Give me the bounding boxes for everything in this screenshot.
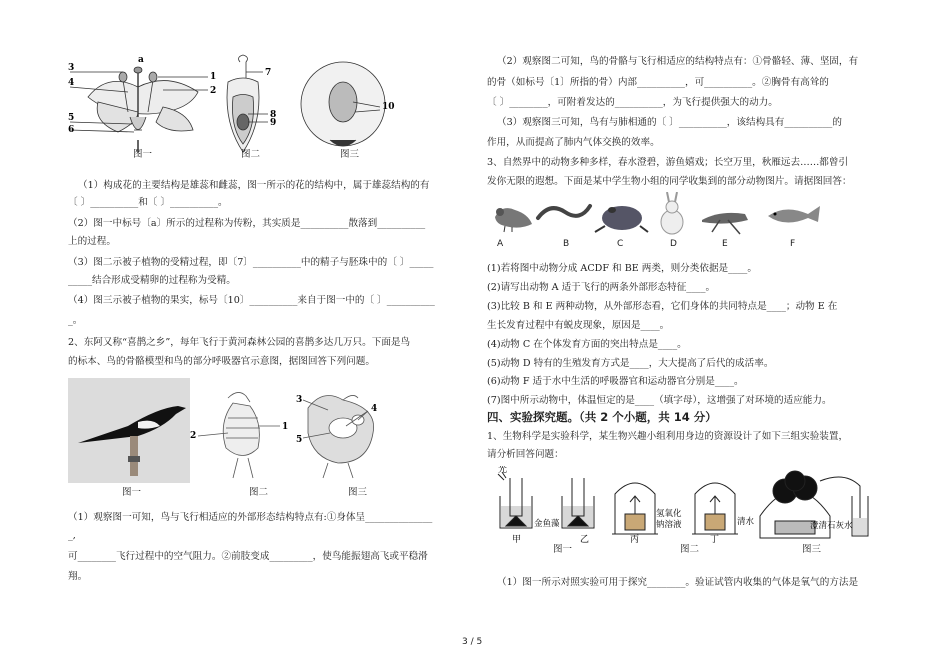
bird-label-5: 5 (296, 435, 303, 445)
flower-label-a: a (138, 55, 144, 65)
fig2-caption-3: 图三 (348, 487, 368, 498)
exp-label-jia: 甲 (512, 535, 522, 545)
fig2-caption-2: 图二 (249, 487, 269, 498)
exp-label-yi: 乙 (580, 535, 590, 545)
exp-label-water: 清水 (737, 517, 755, 527)
q2-1-line4: 翔。 (68, 571, 88, 582)
q2-1-line3: 可________飞行过程中的空气阻力。②前肢变成_________，使鸟能振翅高飞或平稳滑 (68, 551, 428, 562)
bird-label-4: 4 (371, 404, 378, 414)
exp-caption-1: 图一 (553, 544, 573, 555)
page-number: 3 / 5 (462, 637, 483, 647)
bird-label-3: 3 (296, 395, 303, 405)
animal-pictures (490, 192, 830, 248)
q3-5: (5)动物 D 特有的生殖发育方式是____，大大提高了后代的成活率。 (487, 358, 774, 369)
q1-3-line1: （3）图二示被子植物的受精过程，即〔7〕__________中的精子与胚珠中的〔 〕_____ (68, 257, 434, 268)
ovule-label-8: 8 (270, 110, 277, 120)
flower-figures (68, 52, 398, 164)
animal-row (490, 192, 830, 248)
q3-4: (4)动物 C 在个体发育方面的突出特点是____。 (487, 339, 687, 350)
fig1-caption-1: 图一 (133, 149, 153, 160)
exp-label-jinyuzao: 金鱼藻 (534, 519, 560, 529)
animal-label-d: D (670, 239, 677, 249)
q2-1-line2: _, (68, 530, 76, 541)
exp-label-naoh: 氢氧化 (656, 509, 682, 519)
q1-1-line1: （1）构成花的主要结构是雄蕊和雌蕊，图一所示的花的结构中，属于雄蕊结构的有 (78, 180, 430, 191)
flower-label-4: 4 (68, 78, 75, 88)
q2-2-line3: 〔 〕________，可附着发达的__________，为飞行提供强大的动力。 (487, 97, 778, 108)
bird-skeleton (198, 392, 280, 478)
q4-intro-line2: 请分析回答问题： (487, 449, 564, 460)
q3-2: (2)请写出动物 A 适于飞行的两条外部形态特征____。 (487, 282, 716, 293)
experiment-figures (490, 466, 890, 546)
q1-1-line2: 〔 〕__________和〔 〕__________。 (68, 197, 228, 208)
exp-label-bing: 丙 (630, 535, 640, 545)
flower-label-5: 5 (68, 113, 75, 123)
q1-3-line2: _____结合形成受精卵的过程称为受精。 (68, 275, 236, 286)
q3-3-line2: 生长发育过程中有蜕皮现象，原因是____。 (487, 320, 670, 331)
q1-4-line2: _。 (68, 315, 83, 326)
exp-caption-3: 图三 (802, 544, 822, 555)
bird-diagrams (68, 378, 388, 488)
frog-picture (595, 206, 648, 232)
flower-label-6: 6 (68, 125, 75, 135)
section-4-heading: 四、实验探究题。（共 2 个小题，共 14 分） (487, 410, 717, 424)
exp-label-ding: 丁 (710, 535, 720, 545)
grasshopper-picture (702, 213, 748, 234)
rabbit-picture (661, 192, 683, 234)
earthworm-picture (538, 206, 590, 218)
exp-caption-2: 图二 (680, 544, 700, 555)
q2-3-line1: （3）观察图三可知，鸟有与肺相通的〔 〕__________，该结构具有__________的 (497, 117, 842, 128)
q4-1: （1）图一所示对照实验可用于探究________。验证试管内收集的气体是氧气的方法是 (497, 577, 859, 588)
ovule-label-7: 7 (265, 68, 272, 78)
q3-intro-line1: 3、自然界中的动物多种多样，春水澄碧，游鱼嬉戏；长空万里，秋雁远去……都曾引 (487, 157, 849, 168)
q2-1-line1: （1）观察图一可知，鸟与飞行相适应的外部形态结构特点有:①身体呈______________ (68, 512, 433, 523)
flower-label-3: 3 (68, 63, 75, 73)
bird-label-1: 1 (282, 422, 289, 432)
pigeon-picture (495, 208, 532, 232)
q4-intro-line1: 1、生物科学是实验科学，某生物兴趣小组利用身边的资源设计了如下三组实验装置， (487, 431, 849, 442)
q2-3-line2: 作用，从而提高了肺内气体交换的效率。 (487, 137, 660, 148)
animal-label-a: A (497, 239, 504, 249)
q1-2-line2: 上的过程。 (68, 236, 116, 247)
fish-picture (768, 206, 820, 223)
flower-structure-diagram (68, 52, 398, 164)
q2-intro-line2: 的标本、鸟的骨骼模型和鸟的部分呼吸器官示意图，据图回答下列问题。 (68, 356, 375, 367)
q3-7: (7)图中所示动物中，体温恒定的是____（填字母），这增强了对环境的适应能力。 (487, 395, 832, 406)
exp-label-light: 光 (498, 466, 508, 475)
exp-label-limewater: 澄清石灰水 (810, 521, 853, 531)
fig1-caption-2: 图二 (241, 149, 261, 160)
animal-label-e: E (722, 239, 728, 249)
q3-3-line1: (3)比较 B 和 E 两种动物，从外部形态看，它们身体的共同特点是____；动物 E 在 (487, 301, 838, 312)
fig2-caption-1: 图一 (122, 487, 142, 498)
q3-6: (6)动物 F 适于水中生活的呼吸器官和运动器官分别是____。 (487, 376, 744, 387)
fig1-caption-3: 图三 (340, 149, 360, 160)
q1-2-line1: （2）图一中标号〔a〕所示的过程称为传粉，其实质是__________散落到__________ (68, 218, 426, 229)
flower-label-1: 1 (210, 72, 217, 82)
ovule-label-9: 9 (270, 118, 277, 128)
animal-label-b: B (563, 239, 570, 249)
experiment-apparatus (490, 466, 890, 546)
fruit-label-10: 10 (382, 102, 395, 112)
flower-label-2: 2 (210, 86, 217, 96)
animal-label-c: C (617, 239, 624, 249)
q2-intro-line1: 2、东阿又称“喜鹊之乡”，每年飞行于黄河森林公园的喜鹊多达几万只。下面是鸟 (68, 337, 411, 348)
bird-label-2: 2 (190, 431, 197, 441)
q1-4-line1: （4）图三示被子植物的果实，标号〔10〕__________来自于图一中的〔 〕__________ (68, 295, 435, 306)
animal-label-f: F (790, 239, 796, 249)
bird-respiratory (303, 395, 374, 478)
q2-2-line2: 的骨（如标号〔1〕所指的骨）内部__________，可__________。②胸骨有高耸的 (487, 77, 829, 88)
q2-2-line1: （2）观察图二可知，鸟的骨骼与飞行相适应的结构特点有：①骨骼轻、薄、坚固，有 (497, 56, 859, 67)
bird-figures (68, 378, 388, 488)
q3-intro-line2: 发你无限的遐想。下面是某中学生物小组的同学收集到的部分动物图片。请据图回答： (487, 176, 852, 187)
q3-1: (1)若将图中动物分成 ACDF 和 BE 两类，则分类依据是____。 (487, 263, 757, 274)
exp-label-naoh2: 钠溶液 (656, 520, 682, 530)
